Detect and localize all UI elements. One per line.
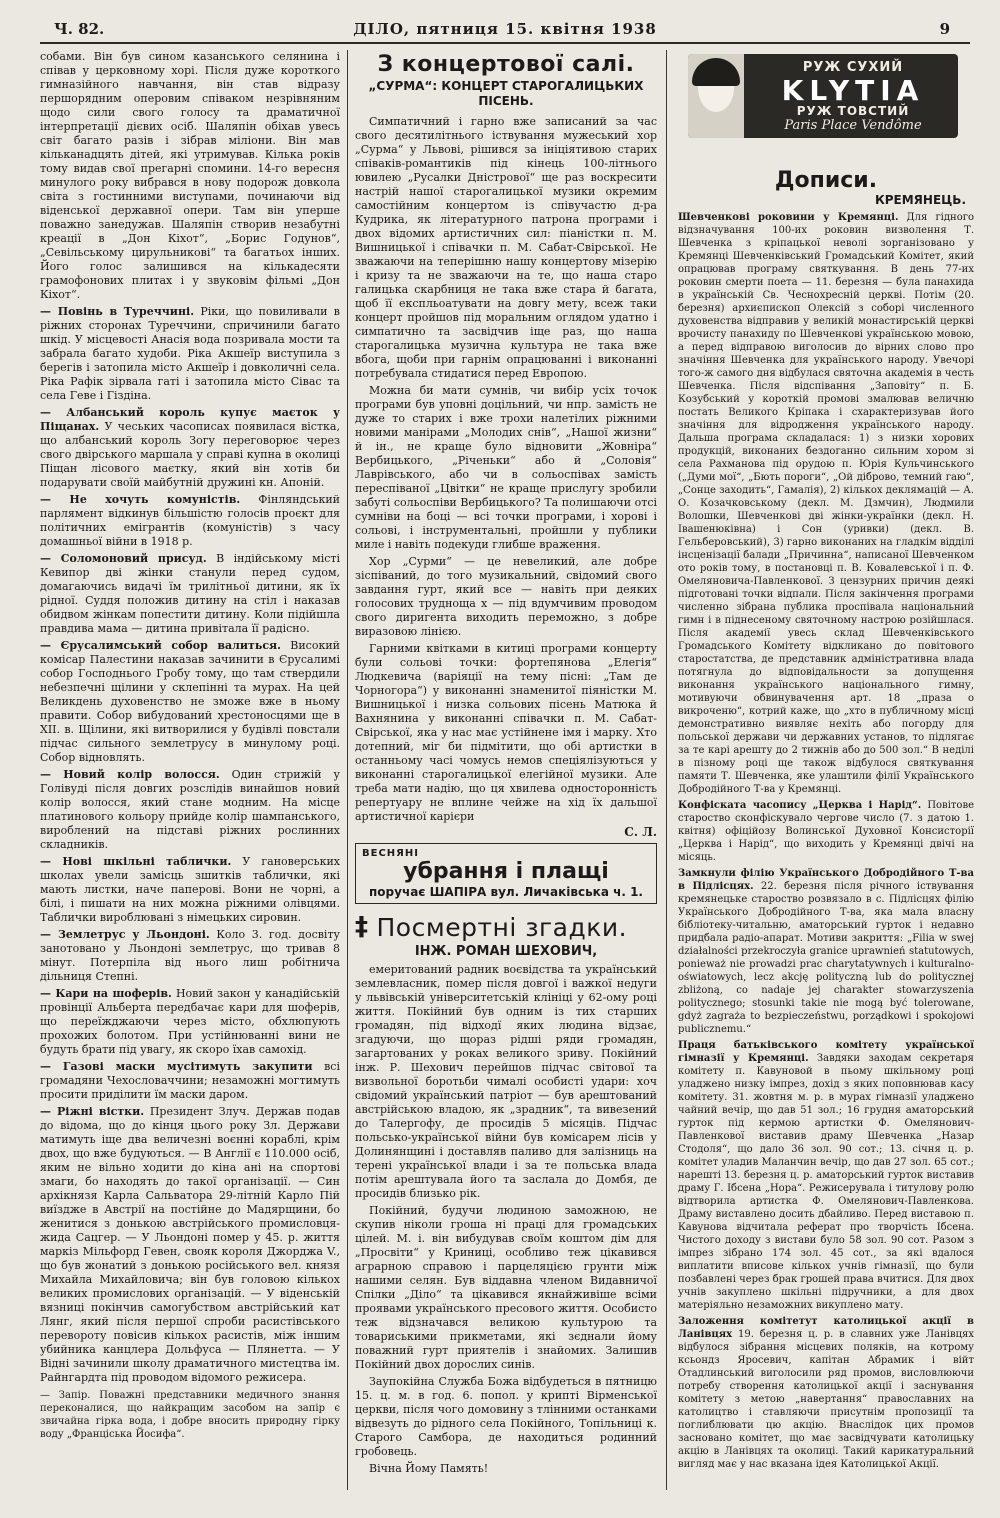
dopysy-place: КРЕМЯНЕЦЬ. — [874, 193, 966, 207]
news-column-right — [678, 50, 974, 1490]
obituary-article — [355, 963, 657, 1476]
news-item — [40, 406, 340, 490]
dopysy-heading: Дописи. — [774, 168, 878, 193]
news-item — [40, 987, 340, 1057]
news-item-heading: Праця батьківського комітету української гімназії у Кремянці. — [678, 1040, 974, 1064]
news-item — [40, 768, 340, 852]
laxative-note: — Запір. Поважні представники медичного знання переконалися, що найкращим засобом на запір є звичайна гірка вода, і добре вносить природну гірку воду „Франціська Йосифа“. — [40, 1390, 340, 1440]
klytia-brand: KLYTIA — [781, 74, 925, 107]
news-item — [40, 855, 340, 925]
news-item-text: 22. березня після річного іствування кремянецьке староство розвязало в с. Підлісцях філію Українського Добродійного Т-ва, яка мала власну бібліотеку-читальню, аматорський гурток і недавно придбала радіо-апарат. Мотиви закриття: „Filia w swej działalności przekroczyła granice uprawnień statutowych, ponieważ nie prowadzi prac charytatywnych i kulturalno-oświatowych, lecz akcję polityczną lub do politycznej zbliżoną, co nadaje jej charakter stowarzyszenia politycznego; stosunki takie nie mogą być tolerowane, gdyż zagraża to bezpieczeństwu, porządkowi i spokojowi publicznemu.“ — [678, 881, 974, 1035]
news-item-text: Новий закон у канадійській провінції Альберта передбачає кари для шоферів, що переїжджаючи через місто, обхлюпують прохожих болотом. При устійнюванні вини не будуть брати під увагу, як скоро їхав самохід. — [40, 987, 340, 1056]
news-item-heading: — Кари на шоферів. — [40, 987, 172, 1000]
obituary-title: Посмертні згадки. — [376, 912, 628, 942]
news-item — [678, 1039, 974, 1312]
news-item-text: Для гідного відзначування 100-их роковин визволення Т. Шевченка з кріпацької неволі зорганізовано у Кремянці Шевченківський Громадський Комітет, який опрацював програму святкування. В день 77-их роковин смерти поета — 11. березня — була панахида в українській Св. Чеснохресній церкві. Потім (20. березня) архиєпископ Олексій з соборі численного духовенства відправив у великій монастирській церкві врочисту панахиду по Шевченкові українською мовою, а перед відправою виголосив до вірних слово про значіння Шевченка для українського народу. Увечорі того-ж самого дня відбулася святочна академія в честь Шевченка. Після відспівання „Заповіту“ п. Б. Козубський у короткій промові змалював величню постать Великого Кріпака і схарактеризував його значіння для відродження українського народу. Дальша програма складалася: 1) з низки хорових продукцій, виконаних бездоганно сильним хором зі села Рахманова під орудою п. Юрія Кульчинського („Думи мої“, „Бють пороги“, „Ой діброво, темний гаю“, „Сонце заходить“, Гамалія), 2) кількох деклямацій — А. О. Козачковському (декл. М. Дзмчин), Людмили Волошки, Шевченкові дві жінки-українки (декл. Н. Івашенюківна) і Сон (уривки) (декл. В. Гельберовський), 3) гарно виконаних на гладкім відділі інсценізації балади „Причинна“, написаної Шевченком ото років тому, в постановці п. В. Ковалевської і п. Ф. Омеляновича-Павленкової. З цензурних причин деякі підготовані точки відпали. Після закінчення програми численно зібрана публика проспівала національний гимн і в піднесеному святочному настрою розійшлася. Після академії увесь склад Шевченківського Громадського Комітету відкликано до повітового старостатства, де представник адміністративна влада потягнула до відповідальности за допущення виконання українського національного гимну, мотивуючи обвинувачення арт. 18 „праза о викроченю“, котрий каже, що „хто в публичному місці демонстративно виявляє нехіть або погорду для польської держави чи державних установ, то підлягає за те карі арешту до 2 тижнів або до 500 зол.“ В неділі в пізному році ще також відбулося святкування памяти Т. Шевченка, яке улаштили філії Українського Добродійного Т-ва у Кремянці. — [678, 212, 974, 795]
news-item-heading: — Землетрус у Льондоні. — [40, 928, 210, 941]
article-paragraph: Вічна Йому Память! — [369, 1462, 489, 1475]
news-item-heading: — Новий колір волосся. — [40, 768, 220, 781]
ad-address: поручає ШАПІРА вул. Личаківська ч. 1. — [369, 885, 643, 899]
page-label: Ч. 82. — [54, 20, 105, 38]
article-paragraph: емеритований радник воєвідства та український землевласник, помер після довгої і важкої недуги у львівській університетській клініці у 62-ому році життя. Покійний був одним із тих старших громадян, під відходї яких людина відзає, згадуючи, що щораз рідші ряди громадян, загартованих у роках великого зриву. Покійний інж. Р. Шехович перейшов підчас світової та визвольної боротьби чималі особисті удари: хоч свідомий український патріот — був арештований австрійською владою, як „зрадник“, та вивезений до Талергофу, де просидів 5 місяців. Підчас польсько-української війни був комісарем лісів у Долинянщині і доставляв паливо для залізниць на терені української влади і за те польська влада потім арештувала його та заслала до Домбя, де просидів близько рік. — [355, 963, 657, 1200]
news-item-text: У чеських часописах появилася вістка, що албанський король Зогу переговорює через свого двірського маршала у справі купна в околиці Піщан лісового маєтку, який він хотів би подарувати своїй майбутній дружині кн. Апоній. — [40, 420, 340, 489]
news-item-heading: Шевченкові роковини у Кремянці. — [678, 212, 899, 223]
news-item-heading: — Газові маски мусітимуть закупити — [40, 1060, 313, 1073]
klytia-address: Paris Place Vendôme — [784, 118, 922, 133]
concert-article — [355, 115, 657, 824]
article-paragraph: Покійний, будучи людиною заможною, не скупив ніколи гроша ні праці для громадських цілей. М. і. він вибудував своїм коштом дім для „Просвіти“ у Криниці, особливо теж цікавився аграрною справою і парцеляцією грунти між нашими селян. Був віддавна членом Видавничої Спілки „Діло“ та цікавився якнайживіше всіми проявами українського пресового життя. Особисто теж відзначався великою культурою та товариськими прикметами, які зєднали йому поважний гурт приятелів і знайомих. Залишив Покійний двох дорослих синів. — [355, 1204, 657, 1371]
news-item — [40, 1060, 340, 1102]
news-column-middle — [355, 50, 657, 1490]
news-item — [40, 552, 340, 636]
news-item — [40, 305, 340, 403]
ad-headline: убрання і плащі — [403, 859, 609, 884]
news-item-text: Повітове староство сконфіскувало чергове число (7. з датою 1. квітня) офіційозу Волинської Духовної Консисторії „Церква і Нарід“, що виходить у Кремянці двічі на місяць. — [678, 800, 974, 863]
news-item-heading: Заложення комітетут католицької акції в Ланівцях — [678, 1316, 974, 1340]
article-paragraph: Гарними квітками в китиці програми концерту були сольові точки: фортепянова „Елегія“ Людкевича (варіяції на тему пісні: „Там де Чорногора“) у виконанні знаменитої піяністки М. Вишницької і низка сольових пісень Матюка й Вахнянина у виконанні співачки п. М. Сабат-Свірської, яка у нас має устійнене імя і марку. Хто дотепний, міг би підмітити, що обі артистки в останньому часі чомусь немов спеціялізуються у виконанні старогалицької елегійної музики. Але треба мати надію, що ця хвилева односторонність репертуару не вплине чейже на хід їх дальшої артистичної карієри — [355, 642, 657, 823]
news-item-text: 19. березня ц. р. в славних уже Ланівцях відбулося зібрання місцевих поляків, на котрому ксьондз Яросевич, капітан Абрамик і війт Отадлинський виголосили ряд промов, висловлюючи потребу створення католицької акції і заснування комітету з метою „навертання“ православних на католицтво і ставляючи присутнім пропозиції та поглиблювати цю акцію. Внаслідок цих промов засновано комітет, що має засвідчувати католицьку акцію в Ланівцях та околиці. Такий карикатуральний вигляд має у нас вказана ідея Католицької Акції. — [678, 1329, 974, 1470]
news-item-heading: Замкнули філію Українського Добродійного Т-ва в Підлісцях. — [678, 868, 974, 892]
page-number: 9 — [939, 20, 950, 38]
news-item-text: У гановерських школах увели замісць зшитків таблички, які мають листки, наче паперові. Вони не чорні, а білі, і пишати на них можна ріжними олівцями. Таблички вироблювані з німецьких сировин. — [40, 855, 340, 924]
news-item — [40, 928, 340, 984]
news-item-heading: Конфіската часопису „Церква і Нарід“. — [678, 800, 922, 811]
ad-season-label: ВЕСНЯНІ — [362, 848, 419, 859]
news-item-text: собами. Він був сином казанського селянина і співав у церковному хорі. Після дуже короткого гимназійного навчання, він став відразу першорядним оперовим співаком незрівняним щодо сили свого голосу та драматичної інтерпретації дієвих осіб. Шаляпін обіхав увесь світ багато разів і зібрав міліони. Він мав кільканадцять дітей, які утримував. Кілька років тому видав свої прегарні спомини. 14-го вересня минулого року вибрався в нову подорож довкола світа з гостинними виступами, починаючи від віденської державної опери. Там він уперше поважно занедужав. Шаляпін створив незабутні креації в „Дон Кіхот“, „Борис Годунов“, „Севільському цирульникові“ та багатьох інших. Його голос залишився на кількадесяти грамофонових плитах і у звуковім фільмі „Дон Кіхот“. — [40, 50, 340, 301]
news-item-text: всі громадяни Чехословаччини; незаможні могтимуть просити приділити їм маски даром. — [40, 1060, 340, 1101]
news-item-text: Ріки, що повиливали в ріжних сторонах Туреччини, спричинили багато шкід. У місцевості Анасія вода позривала мости та забрала багато худоби. Ріка Акшеїр виступила з берегів і затопила місто Акшеїр і довколичні села. Ріка Рафік зірвала гаті і затопила місто Сівас та села Геве і Гіздіна. — [40, 305, 340, 402]
news-item-text: Фінляндський парлямент відкинув більшістю голосів проєкт для політичних емігрантів (комуністів) з часу домашньої війни в 1918 р. — [40, 493, 340, 548]
news-item-heading: — Єрусалимський собор валиться. — [40, 639, 281, 652]
news-item — [40, 1105, 340, 1385]
column-divider — [347, 50, 348, 1490]
clothing-advertisement — [355, 843, 657, 904]
news-item-text: Один стрижій у Голівуді після довгих розслідів винайшов новий колір волосся, який стане модним. На місце платинового кольору прийде колір шампанського, вироблений на підставі ріжних рослинних складників. — [40, 768, 340, 851]
news-item — [40, 639, 340, 765]
news-item — [678, 211, 974, 796]
news-item-heading: — Соломоновий присуд. — [40, 552, 207, 565]
article-paragraph: Хор „Сурми“ — це невеликий, але добре зіспіваний, до того музикальний, свідомий свого завдання гурт, який все — навіть при деяких голосових трудноща х — під вдумчивим проводом свого диригента виходить переможно, з добре виразовою лінією. — [355, 555, 657, 638]
news-item — [678, 867, 974, 1036]
obituary-name: ІНЖ. РОМАН ШЕХОВИЧ, — [414, 944, 598, 959]
news-item-heading: — Ріжні вістки. — [40, 1105, 145, 1118]
news-item-text: Президент Злуч. Держав подав до відома, що до кінця цього року Зл. Держави матимуть іще два величезні воєнні кораблі, крім двох, що вже будуються. — В Англії є 110.000 осіб, яким не вільно ходити до кіна ані на спортові змаги, бо находять до такої організації. — Син архікнязя Карла Сальватора 29-літній Карло Пій виїздже в Австрії на постійне до Мадярщини, бо женитися з донькою австрійського промисловця-жида Сацгер. — У Льондоні помер у 45. р. життя маркіз Мільфорд Гевен, свояк короля Джорджа V., що був жонатий з донькою російського вел. князя Михайла Михайловича; він був головою кількох великих промислових організацій. — У віденській вязниці покінчив самогубством австрійський кат Лянг, який після першої спроби расистівського перевороту повісив кількох расистів, між іншим убийника канцлера Дольфуса — Плянетта. — У Відні зачинили школу драматичного мистецтва ім. Райнгардта під проводом відомого режисера. — [40, 1105, 340, 1384]
news-column-left — [40, 50, 340, 1490]
concert-heading: З концертової салі. — [377, 52, 635, 77]
article-paragraph: Симпатичний і гарно вже записаний за час свого десятилітнього іствування мужеський хор „Сурма“ у Львові, рішився за ініціятивою старих співаків-романтиків під кінець 100-літнього ювилею „Русалки Дністрової“ ще раз воскресити настрій нашої старогалицької музики окремим самостійним концертом із співучастю д-ра Кудрика, як літературного патрона програми і двох відомих артистичних сил: піаністки п. М. Вишницької і співачки п. М. Сабат-Свірської. Не зважаючи на теперішню нашу концертову мізерію і кризу та не зважаючи на те, що наша старо галицька скарбниця не така вже стара й багата, щоб її експльоатувати на довгу мету, всеж таки концерт пройшов під моральним оглядом удатно і симпатично та засвідчив іще раз, що наша старогалицька музична культура не така вже вбога, щоби при гарнім опрацюванні і виконанні потребувала стидатися перед Европою. — [355, 115, 657, 380]
news-item-text: В індійському місті Кевипор дві жінки станули перед судом, домагаючись видачі їм трилітньої дитини, як їх рідної. Суддя положив дитину на стіл і наказав обидвом жінкам попестити дитину. Коли підійшла правдива мама — дитина привітала її радісно. — [40, 552, 340, 635]
cross-icon: ‡ — [355, 912, 369, 942]
woman-portrait-icon — [688, 54, 744, 138]
klytia-line-dry: РУЖ СУХИЙ — [802, 60, 904, 75]
newspaper-title: ДІЛО, пятниця 15. квітня 1938 — [353, 20, 657, 38]
concert-signature: С. Л. — [624, 825, 657, 839]
obituary-heading — [355, 912, 657, 942]
news-item-text: Завдяки заходам секретаря комітету п. Кавуновой в пьому шкільному році уладжено низку імпрез, дохід з яких поповнював касу комітету. 31. жовтня м. р. в мурах гімназії уладжено чайний вечір, що дав 51 зол.; 16 грудня аматорський гурток під кермою артистки Ф. Омелянович-Павленкової виставив драму Шевченка „Назар Стодоля“, що дало 36 зол. 90 сот.; 13. січня ц. р. комітет уладив Маланчин вечір, що дав 27 зол. 65 сот.; нарешті 13. березня ц. р. аматорський гурток виставив драму Г. Ібсена „Нора“. Режисерувала і титулову ролю відтворила артистка Ф. Омелянович-Павленкова. Драму виставлено досить дбайливо. Перед виставою п. Кавунова відчитала реферат про творчість Ібсена. Чистого доходу з вистави було 58 зол. 90 сот. Разом з імпрез зібрано 174 зол. 45 сот., за які вдалося виплатити вписове кількох учнів гімназії, що були позбавлені через брак грошей права вчитися. Для двох учнів закуплено шкільні підручники, а для двох матеріяльно незаможних викуплено мату. — [678, 1053, 974, 1311]
article-paragraph: Заупокійна Служба Божа відбудеться в пятницю 15. ц. м. в год. 6. попол. у крипті Вірменської церкви, після чого домовину з тлінними останками відвезуть до рідного села Покійного, Топільниці к. Старого Самбора, де находиться родинний гробовець. — [355, 1375, 657, 1458]
news-item — [40, 493, 340, 549]
news-item — [678, 799, 974, 864]
news-item-heading: — Албанський король купує маєток у Піщанах. — [40, 406, 340, 433]
klytia-advertisement — [688, 54, 958, 138]
column-divider — [666, 50, 667, 1490]
concert-subheading: „СУРМА“: КОНЦЕРТ СТАРОГАЛИЦЬКИХ ПІСЕНЬ. — [368, 79, 644, 108]
masthead — [40, 14, 970, 44]
news-item-heading: — Нові шкільні таблички. — [40, 855, 232, 868]
klytia-line-thick: РУЖ ТОВСТИЙ — [796, 104, 910, 118]
news-item-text: Високий комісар Палестини наказав зачинити в Єрусалимі собор Господнього Гробу тому, що там ствердили небезпечні щілини у склепінні та мурах. На цей Великдень духовенство не зможе вже в ньому правити. Собор вибудований хрестоносцями ще в XII. в. Щілини, які витворилися у будівлі повстали підчас сильного землетрусу в минулому році. Собор відновлять. — [40, 639, 340, 764]
news-item-text: Коло 3. год. досвіту занотовано у Льондоні землетрус, що тривав 8 мінут. Потерпіла від нього лиш робітнича дільниця Степні. — [40, 928, 340, 983]
news-item-heading: — Не хочуть комуністів. — [40, 493, 241, 506]
news-item — [40, 50, 340, 302]
news-item — [678, 1315, 974, 1471]
news-item-heading: — Повінь в Туреччині. — [40, 305, 195, 318]
article-paragraph: Можна би мати сумнів, чи вибір усіх точок програми був упoвні доцільний, чи нпр. замість не дуже то старих і вже трохи налетілих ріжними новими манірами „Молодих снів“, „Нашої жизни“ й ін., не краще було відновити „Жовніра“ Вербицького, „Річеньки“ або й „Соловія“ Лаврівського, або чи в сольоспівах замість переспіваної „Цвітки“ не краще прислугу зробили забуті сольоспіви Вербицького? Та полишаючи отсі сумніви на боці — всі точки програми, і хорові і сольові, і інструментальні, пройшли у публики миле і навіть подекуди глибше враження. — [355, 384, 657, 551]
